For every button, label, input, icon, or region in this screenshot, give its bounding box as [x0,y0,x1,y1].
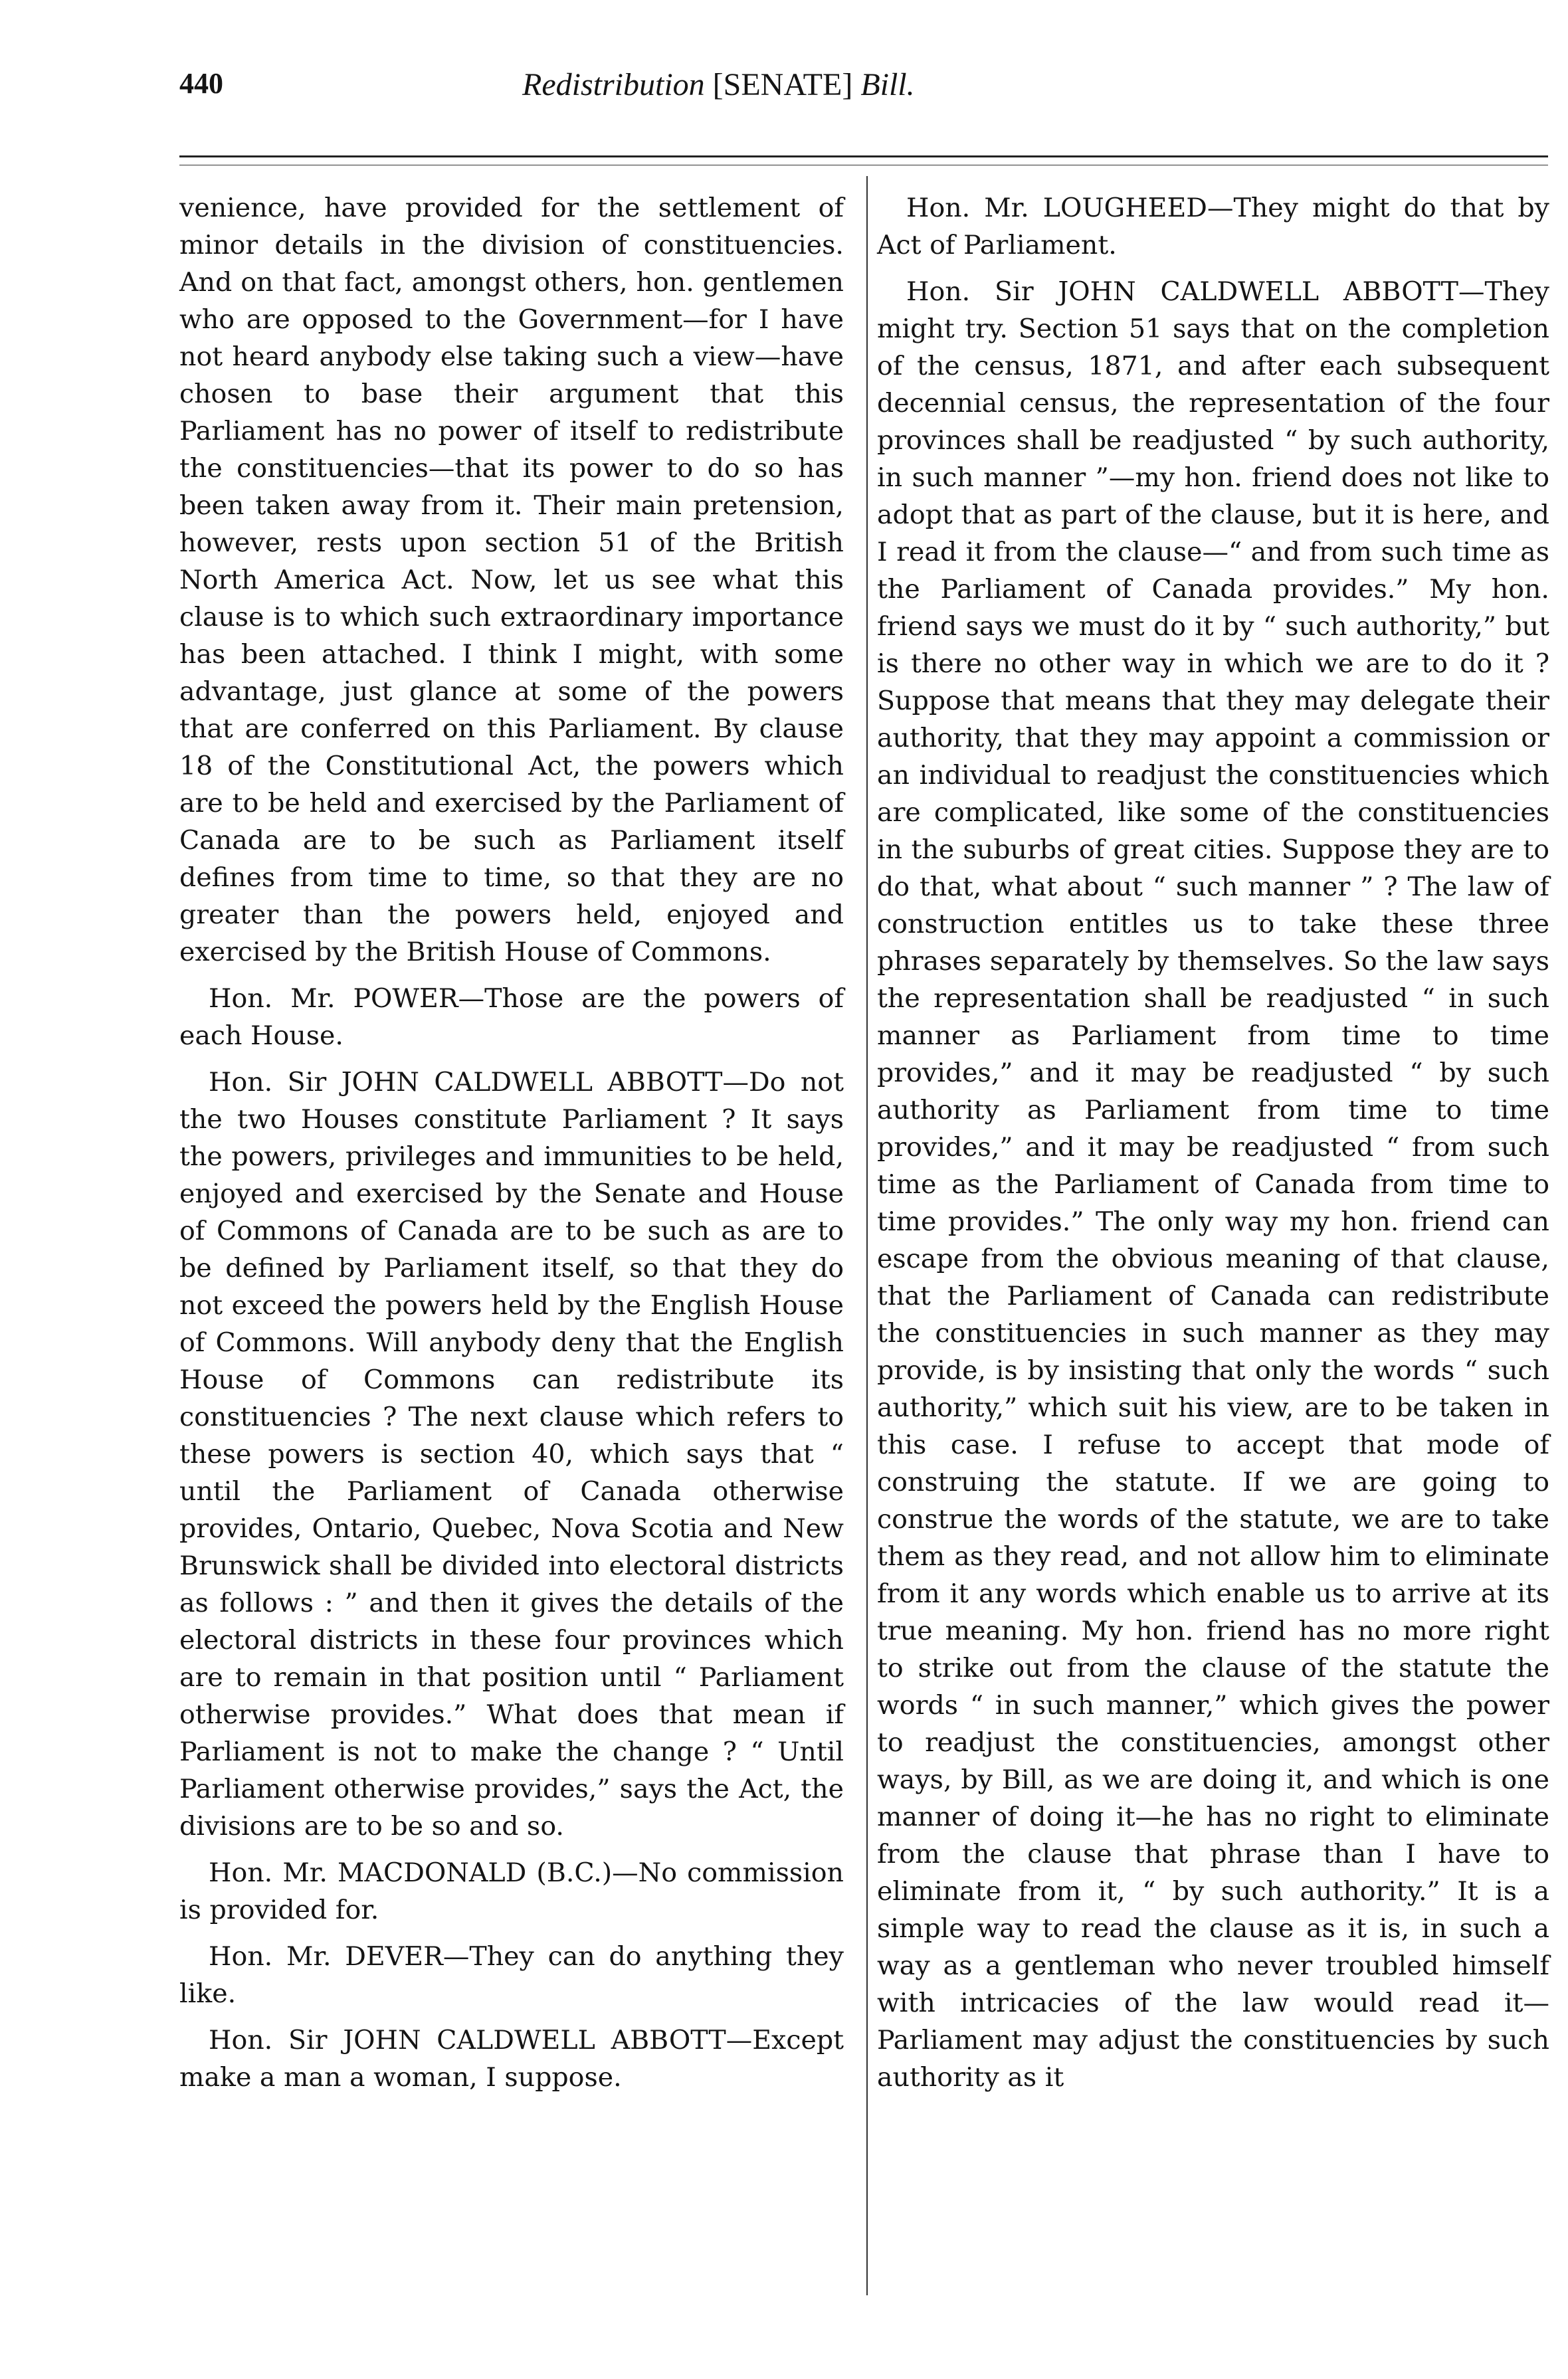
paragraph: Hon. Sir JOHN CALDWELL ABBOTT—Except make a man a woman, I suppose. [179,2025,844,2093]
column-divider [866,176,868,2295]
running-title-middle: [SENATE] [712,67,853,102]
left-column [179,189,844,2105]
header-rule [179,155,1548,157]
paragraph: Hon. Mr. MACDONALD (B.C.)—No commission is provided for. [179,1857,844,1925]
running-title [522,66,915,103]
paragraph: venience, have provided for the settlement of minor details in the division of constituencies. And on that fact, amongst others, hon. gentlemen who are opposed to the Government—for I have not heard anybody else taking such a view—have chosen to base their argument that this Parliament has no power of itself to redistribute the constituencies—that its power to do so has been taken away from it. Their main pretension, however, rests upon section 51 of the British North America Act. Now, let us see what this clause is to which such extraordinary importance has been attached. I think I might, with some advantage, just glance at some of the powers that are conferred on this Parliament. By clause 18 of the Constitutional Act, the powers which are to be held and exercised by the Parliament of Canada are to be such as Parliament itself defines from time to time, so that they are no greater than the powers held, enjoyed and exercised by the British House of Commons. [179,193,844,967]
right-column [877,189,1549,2105]
page-header [179,66,1548,120]
page-number: 440 [179,67,223,100]
paragraph: Hon. Mr. LOUGHEED—They might do that by Act of Parliament. [877,193,1549,260]
running-title-right: Bill. [860,67,915,102]
paragraph: Hon. Sir JOHN CALDWELL ABBOTT—They might try. Section 51 says that on the completion of the census, 1871, and after each subsequent decennial census, the representation of the four provinces shall be readjusted “ by such authority, in such manner ”—my hon. friend does not like to adopt that as part of the clause, but it is here, and I read it from the clause—“ and from such time as the Parliament of Canada provides.” My hon. friend says we must do it by “ such authority,” but is there no other way in which we are to do it ? Suppose that means that they may delegate their authority, that they may appoint a commission or an individual to readjust the constituencies which are complicated, like some of the constituencies in the suburbs of great cities. Suppose they are to do that, what about “ such manner ” ? The law of construction entitles us to take these three phrases separately by themselves. So the law says the representation shall be readjusted “ in such manner as Parliament from time to time provides,” and it may be readjusted “ by such authority as Parliament from time to time provides,” and it may be readjusted “ from such time as the Parliament of Canada from time to time provides.” The only way my hon. friend can escape from the obvious meaning of that clause, that the Parliament of Canada can redistribute the constituencies in such manner as they may provide, is by insisting that only the words “ such authority,” which suit his view, are to be taken in this case. I refuse to accept that mode of construing the statute. If we are going to construe the words of the statute, we are to take them as they read, and not allow him to eliminate from it any words which enable us to arrive at its true meaning. My hon. friend has no more right to strike out from the clause of the statute the words “ in such manner,” which gives the power to readjust the constituencies, amongst other ways, by Bill, as we are doing it, and which is one manner of doing it—he has no right to eliminate from the clause that phrase than I have to eliminate from it, “ by such authority.” It is a simple way to read the clause as it is, in such a way as a gentleman who never troubled himself with intricacies of the law would read it—Parliament may adjust the constituencies by such authority as it [877,276,1549,2093]
paragraph: Hon. Sir JOHN CALDWELL ABBOTT—Do not the two Houses constitute Parliament ? It says the powers, privileges and immunities to be held, enjoyed and exercised by the Senate and House of Commons of Canada are to be such as are to be defined by Parliament itself, so that they do not exceed the powers held by the English House of Commons. Will anybody deny that the English House of Commons can redistribute its constituencies ? The next clause which refers to these powers is section 40, which says that “ until the Parliament of Canada otherwise provides, Ontario, Quebec, Nova Scotia and New Brunswick shall be divided into electoral districts as follows : ” and then it gives the details of the electoral districts in these four provinces which are to remain in that position until “ Parliament otherwise provides.” What does that mean if Parliament is not to make the change ? “ Until Parliament otherwise provides,” says the Act, the divisions are to be so and so. [179,1067,844,1842]
running-title-left: Redistribution [522,67,705,102]
paragraph: Hon. Mr. DEVER—They can do anything they like. [179,1941,844,2009]
paragraph: Hon. Mr. POWER—Those are the powers of each House. [179,983,844,1051]
